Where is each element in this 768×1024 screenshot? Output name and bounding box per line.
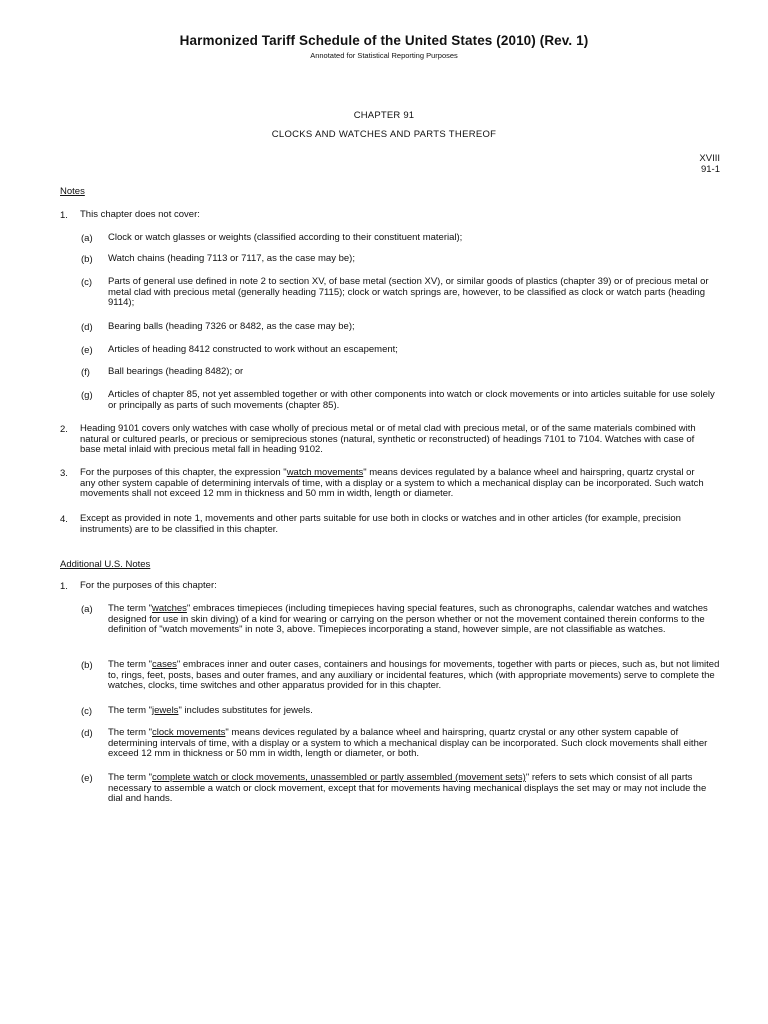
note-3-text-post: " means devices regulated by a balance wheel and hairspring, quartz crystal or any other system capable of determining intervals of time, with a display or a system to which a mechanical display can be incorporated. Such watch movements shall not exceed 12 mm in thickness and 50 mm in width, length or diameter. [80, 467, 704, 499]
note-1-number: 1. [60, 210, 68, 221]
note-1-item-b-text: Watch chains (heading 7113 or 7117, as the case may be); [108, 253, 355, 264]
item-a-term: watches [152, 603, 187, 614]
item-a-post: " embraces timepieces (including timepieces having special features, such as chronographs, calendar watches and watches designed for use in skin diving) of a kind for wearing or carrying on the person whether or not the movement contained therein conforms to the definition of "watch movements" in note 3, above. Timepieces incorporating a stand, however simple, are not classifiable as watches. [108, 603, 708, 635]
item-b-post: " embraces inner and outer cases, containers and housings for movements, together with parts or pieces, such as, but not limited to, rings, feet, posts, bases and outer frames, and any auxiliary or incidental features, which (with appropriate movements) serve to complete the watches, clocks, time switches and other apparatus provided for in this chapter. [108, 659, 720, 691]
additional-notes-heading: Additional U.S. Notes [60, 559, 151, 570]
section-page-reference [699, 153, 720, 175]
additional-note-1-item-a-text [108, 604, 722, 636]
note-3-text-pre: For the purposes of this chapter, the expression " [80, 467, 287, 478]
chapter-number: CHAPTER 91 [353, 110, 415, 121]
additional-note-1-item-a-label: (a) [81, 604, 93, 615]
section-number: XVIII [699, 153, 720, 164]
document-subtitle: Annotated for Statistical Reporting Purposes [310, 51, 458, 60]
note-1-item-e-text: Articles of heading 8412 constructed to work without an escapement; [108, 344, 398, 355]
chapter-title: CLOCKS AND WATCHES AND PARTS THEREOF [271, 129, 497, 140]
additional-note-1-number: 1. [60, 581, 68, 592]
item-e-pre: The term " [108, 772, 153, 783]
note-4-text: Except as provided in note 1, movements and other parts suitable for use both in clocks or watches and in other articles (for example, precision instruments) are to be classified in this chapter. [80, 513, 681, 535]
additional-note-1-item-d-label: (d) [81, 728, 93, 739]
note-2-text: Heading 9101 covers only watches with case wholly of precious metal or of metal clad with precious metal, or of the same materials combined with natural or cultured pearls, or precious or semiprecious stones (natural, synthetic or reconstructed) of headings 7101 to 7104. Watches with case of base metal inlaid with precious metal fall in heading 9102. [80, 423, 696, 455]
item-c-pre: The term " [108, 705, 153, 716]
page-number: 91-1 [700, 164, 720, 175]
additional-note-1-item-b-text [108, 660, 722, 692]
additional-note-1-item-c-label: (c) [81, 706, 93, 717]
item-d-pre: The term " [108, 727, 153, 738]
note-1-item-d-text: Bearing balls (heading 7326 or 8482, as the case may be); [108, 321, 355, 332]
note-2-number: 2. [60, 424, 68, 435]
item-b-term: cases [152, 659, 177, 670]
note-1-text: This chapter does not cover: [80, 209, 200, 220]
note-1-item-d-label: (d) [81, 322, 93, 333]
note-3-term: watch movements [286, 467, 364, 478]
item-d-post: " means devices regulated by a balance wheel and hairspring, quartz crystal or any other system capable of determining intervals of time, with a display or a system to which a mechanical display can be incorporated. Such clock movements shall either exceed 12 mm in thickness or 50 mm in width, length or diameter, or both. [108, 727, 708, 759]
additional-note-1-text: For the purposes of this chapter: [80, 580, 217, 591]
additional-note-1-item-d-text [108, 728, 722, 760]
item-d-term: clock movements [152, 727, 226, 738]
note-1-item-g-text: Articles of chapter 85, not yet assembled together or with other components into watch or clock movements or into articles suitable for use solely or principally as parts of such movements (chapter 85). [108, 389, 715, 411]
item-b-pre: The term " [108, 659, 153, 670]
notes-heading: Notes [60, 186, 85, 197]
note-1-item-f-text: Ball bearings (heading 8482); or [108, 366, 244, 377]
note-1-item-f-label: (f) [81, 367, 90, 378]
note-1-item-c-label: (c) [81, 277, 93, 288]
document-title: Harmonized Tariff Schedule of the United States (2010) (Rev. 1) [179, 33, 589, 48]
item-c-post: " includes substitutes for jewels. [178, 705, 313, 716]
note-3-number: 3. [60, 468, 68, 479]
note-1-item-b-label: (b) [81, 254, 93, 265]
additional-note-1-item-e-text [108, 773, 722, 805]
note-1-item-a-label: (a) [81, 233, 93, 244]
note-1-item-g-label: (g) [81, 390, 93, 401]
item-e-term: complete watch or clock movements, unassembled or partly assembled (movement sets) [152, 772, 526, 783]
note-1-item-a-text: Clock or watch glasses or weights (classified according to their constituent material); [108, 232, 463, 243]
item-c-term: jewels [152, 705, 179, 716]
additional-note-1-item-e-label: (e) [81, 773, 93, 784]
note-1-item-e-label: (e) [81, 345, 93, 356]
additional-note-1-item-c-text [108, 706, 722, 717]
additional-note-1-item-b-label: (b) [81, 660, 93, 671]
item-e-post: " refers to sets which consist of all parts necessary to assemble a watch or clock movement, except that for movements having mechanical displays the set may or may not include the dial and hands. [108, 772, 707, 804]
note-1-item-c-text: Parts of general use defined in note 2 to section XV, of base metal (section XV), or similar goods of plastics (chapter 39) or of precious metal or metal clad with precious metal (generally heading 7115); clock or watch springs are, however, to be classified as clock or watch parts (heading 9114); [108, 276, 709, 308]
note-3-text [80, 468, 710, 500]
note-4-number: 4. [60, 514, 68, 525]
item-a-pre: The term " [108, 603, 153, 614]
